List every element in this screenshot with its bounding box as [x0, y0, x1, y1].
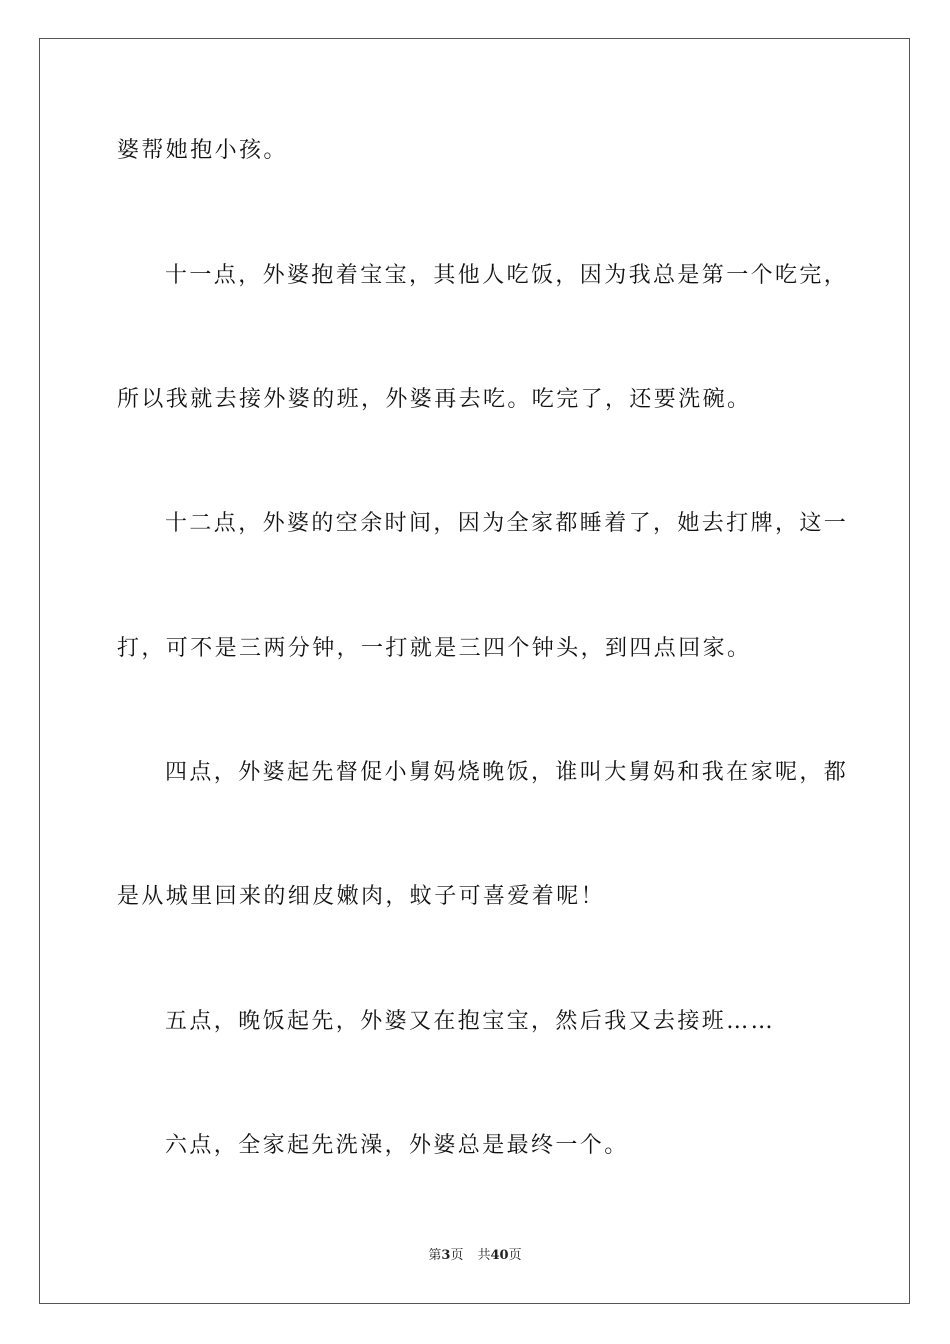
paragraph-start-line: 十二点，外婆的空余时间，因为全家都睡着了，她去打牌，这一: [165, 511, 849, 536]
text-line: 婆帮她抱小孩。: [117, 138, 288, 163]
page-label-suffix: 页: [450, 1248, 464, 1263]
paragraph-start-line: 十一点，外婆抱着宝宝，其他人吃饭，因为我总是第一个吃完，: [165, 263, 849, 288]
total-label-prefix: 共: [477, 1248, 491, 1263]
total-page-count: 40: [490, 1248, 509, 1263]
text-line: 是从城里回来的细皮嫩肉，蚊子可喜爱着呢！: [117, 884, 606, 909]
text-line: 所以我就去接外婆的班，外婆再去吃。吃完了，还要洗碗。: [117, 387, 752, 412]
paragraph-start-line: 六点，全家起先洗澡，外婆总是最终一个。: [165, 1133, 629, 1158]
paragraph-start-line: 五点，晚饭起先，外婆又在抱宝宝，然后我又去接班……: [165, 1009, 776, 1034]
paragraph-start-line: 四点，外婆起先督促小舅妈烧晚饭，谁叫大舅妈和我在家呢，都: [165, 760, 849, 785]
page-footer: [0, 1247, 950, 1265]
page-border: [39, 38, 910, 1304]
text-line: 打，可不是三两分钟，一打就是三四个钟头，到四点回家。: [117, 636, 752, 661]
total-label-suffix: 页: [508, 1248, 522, 1263]
current-page-number: 3: [441, 1248, 451, 1263]
page-label-prefix: 第: [428, 1248, 442, 1263]
